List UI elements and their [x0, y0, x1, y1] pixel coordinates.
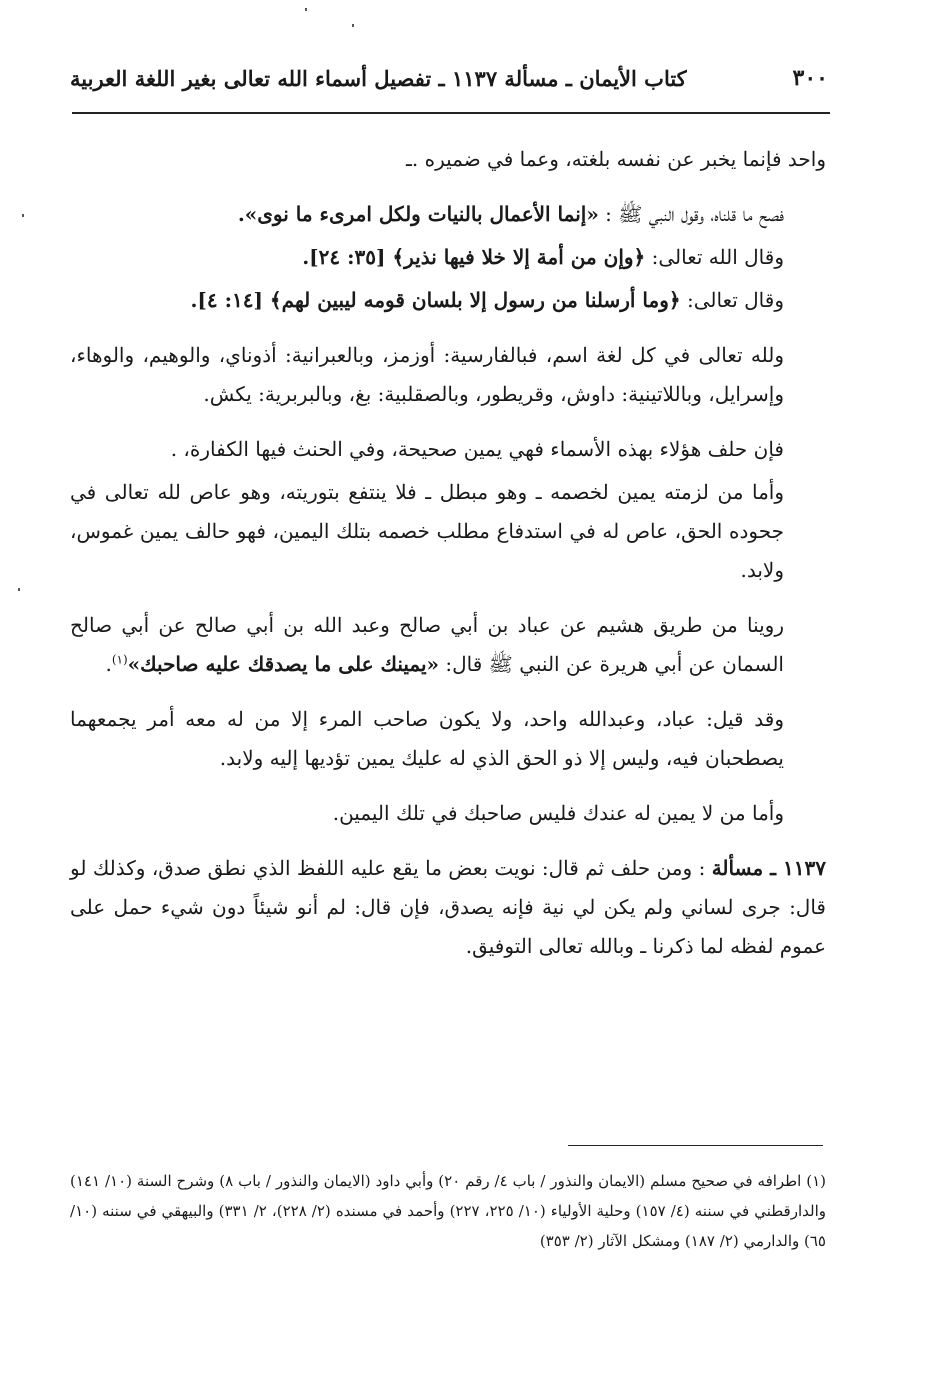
issue-heading: ١١٣٧ ـ مسألة	[711, 856, 826, 880]
paragraph-no-oath: وأما من لا يمين له عندك فليس صاحبك في تلك اليمين.	[332, 801, 784, 825]
quran-verse: ﴿وما أرسلنا من رسول إلا بلسان قومه ليبين لهم﴾ [١٤: ٤].	[190, 288, 681, 312]
quran-verse: ﴿وإن من أمة إلا خلا فيها نذير﴾ [٣٥: ٢٤].	[302, 245, 646, 269]
running-title: كتاب الأيمان ـ مسألة ١١٣٧ ـ تفصيل أسماء الله تعالى بغير اللغة العربية	[70, 65, 687, 91]
paragraph-continuation: واحد فإنما يخبر عن نفسه بلغته، وعما في ضميره .ـ	[406, 147, 826, 171]
paragraph-hadith-intentions: فصح ما قلناه، وقول النبي ﷺ : «إنما الأعمال بالنيات ولكل امرىء ما نوى».	[237, 202, 784, 226]
hadith-quote: «يمينك على ما يصدقك عليه صاحبك»	[127, 652, 440, 676]
paragraph-oath-valid: فإن حلف هؤلاء بهذه الأسماء فهي يمين صحيحة، وفي الحنث فيها الكفارة، .	[170, 437, 784, 461]
paragraph-issue-1137: ١١٣٧ ـ مسألة : ومن حلف ثم قال: نويت بعض ما يقع عليه اللفظ الذي نطق صدق، وكذلك لو قال: جرى لساني ولم يكن لي نية فإنه يصدق، فإن قال: لم أنو شيئاً دون شيء حمل على عموم لفظه لما ذكرنا ـ وبالله تعالى التوفيق.	[70, 856, 826, 958]
hadith-quote: «إنما الأعمال بالنيات ولكل امرىء ما نوى».	[237, 202, 599, 226]
footnote-ref: (١)	[111, 652, 128, 667]
scan-speck	[22, 214, 24, 217]
scan-speck	[352, 24, 354, 27]
paragraph-narration: روينا من طريق هشيم عن عباد بن أبي صالح وعبد الله بن أبي صالح عن أبي صالح السمان عن أبي هريرة عن النبي ﷺ قال: «يمينك على ما يصدقك عليه صاحبك»$^{(١)}$.	[70, 613, 784, 676]
footnote-divider	[568, 1145, 823, 1146]
page-number: ٣٠٠	[792, 65, 828, 91]
main-text	[70, 140, 826, 982]
paragraph-names-of-god: ولله تعالى في كل لغة اسم، فبالفارسية: أوزمز، وبالعبرانية: أذوناي، والوهيم، والوهاء، وإسرايل، وباللاتينية: داوش، وقريطور، وبالصقلبية: بغ، وبالبربرية: يكش.	[70, 343, 784, 406]
paragraph-companion: وقد قيل: عباد، وعبدالله واحد، ولا يكون صاحب المرء إلا من له معه أمر يجمعهما يصطحبان فيه، وليس إلا ذو الحق الذي له عليك يمين تؤديها إليه ولابد.	[70, 707, 784, 770]
paragraph-false-oath: وأما من لزمته يمين لخصمه ـ وهو مبطل ـ فلا ينتفع بتوريته، وهو عاص لله تعالى في جحوده الحق، عاص له في استدفاع مطلب خصمه بتلك اليمين، فهو حالف يمين غموس، ولابد.	[70, 480, 784, 582]
scan-speck	[305, 8, 307, 11]
scan-speck	[18, 588, 20, 591]
paragraph-verse-2: وقال تعالى: ﴿وما أرسلنا من رسول إلا بلسان قومه ليبين لهم﴾ [١٤: ٤].	[190, 288, 784, 312]
paragraph-verse-1: وقال الله تعالى: ﴿وإن من أمة إلا خلا فيها نذير﴾ [٣٥: ٢٤].	[302, 245, 784, 269]
header-divider	[72, 112, 830, 114]
footnote: (١) اطرافه في صحيح مسلم (الايمان والنذور / باب ٤/ رقم ٢٠) وأبي داود (الايمان والنذور / باب ٨) وشرح السنة (١٠/ ١٤١) والدارقطني في سننه (٤/ ١٥٧) وحلية الأولياء (١٠/ ٢٢٥، ٢٢٧) وأحمد في مسنده (٢/ ٢٢٨)، ٢/ ٣٣١) والبيهقي في سننه (١٠/ ٦٥) والدارمي (٢/ ١٨٧) ومشكل الآثار (٢/ ٣٥٣)	[70, 1172, 826, 1250]
running-header	[70, 58, 828, 98]
